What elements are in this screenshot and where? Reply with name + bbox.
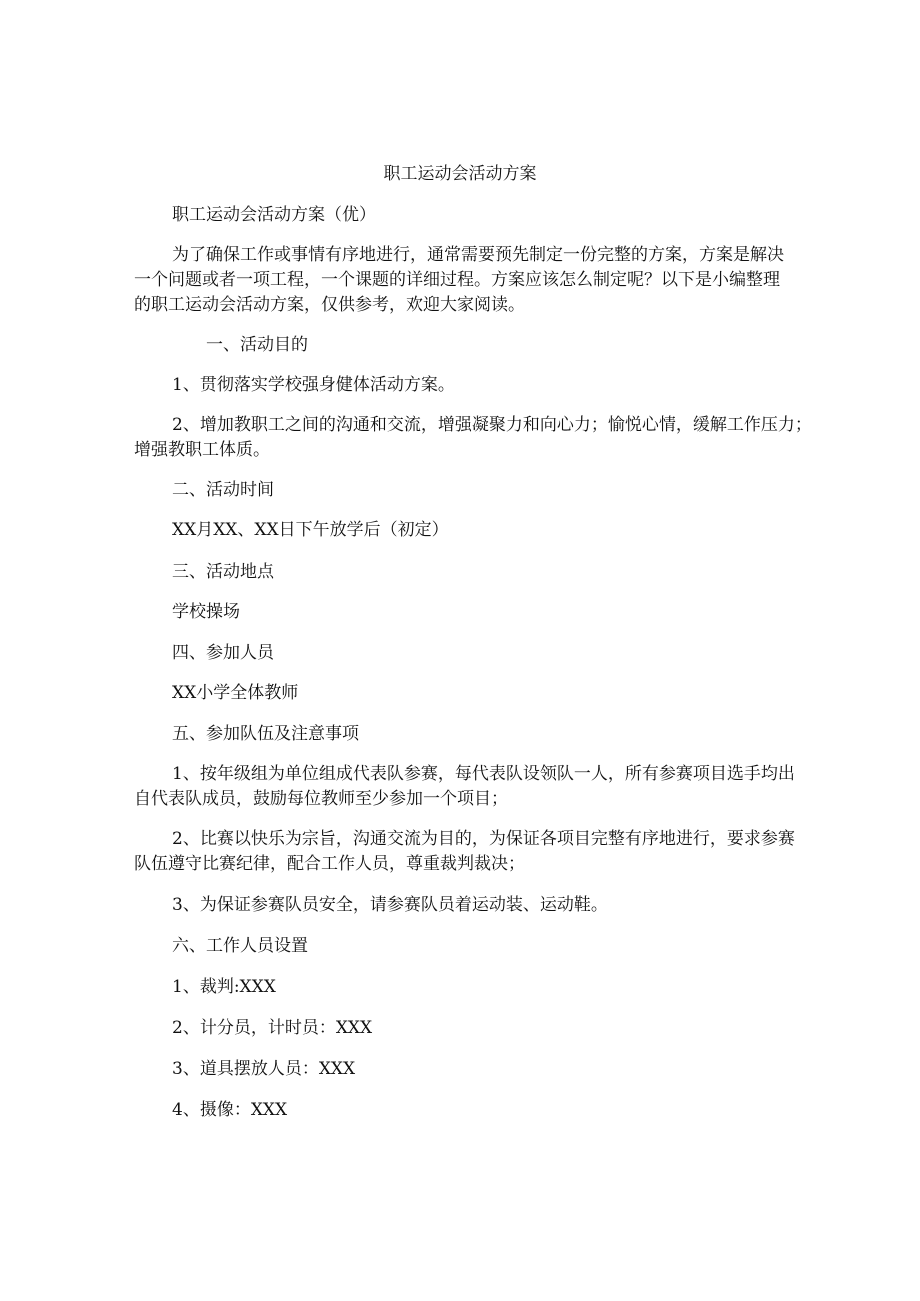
section-6-item-1: 1、裁判:XXX: [172, 977, 276, 997]
document-subtitle: 职工运动会活动方案（优）: [172, 205, 376, 225]
intro-line-1: 为了确保工作或事情有序地进行，通常需要预先制定一份完整的方案，方案是解决: [172, 245, 784, 265]
section-2-heading: 二、活动时间: [172, 480, 274, 500]
document-title: 职工运动会活动方案: [383, 164, 537, 184]
section-3-content: 学校操场: [172, 602, 240, 622]
section-4-content: XX小学全体教师: [172, 683, 299, 703]
section-5-item-2-line-2: 队伍遵守比赛纪律，配合工作人员，尊重裁判裁决；: [134, 854, 525, 874]
section-6-item-4: 4、摄像：XXX: [172, 1100, 288, 1120]
section-6-item-2: 2、计分员，计时员：XXX: [172, 1018, 373, 1038]
section-5-item-1-line-1: 1、按年级组为单位组成代表队参赛，每代表队设领队一人，所有参赛项目选手均出: [172, 764, 795, 784]
section-5-item-3: 3、为保证参赛队员安全，请参赛队员着运动装、运动鞋。: [172, 895, 608, 915]
section-5-item-2-line-1: 2、比赛以快乐为宗旨，沟通交流为目的，为保证各项目完整有序地进行，要求参赛: [172, 829, 795, 849]
section-2-content: XX月XX、XX日下午放学后（初定）: [172, 520, 449, 540]
section-1-item-1: 1、贯彻落实学校强身健体活动方案。: [172, 375, 455, 395]
section-5-item-1-line-2: 自代表队成员，鼓励每位教师至少参加一个项目；: [134, 789, 508, 809]
section-1-item-2-line-1: 2、增加教职工之间的沟通和交流，增强凝聚力和向心力；愉悦心情，缓解工作压力；: [172, 415, 812, 435]
section-6-item-3: 3、道具摆放人员：XXX: [172, 1059, 356, 1079]
section-4-heading: 四、参加人员: [172, 643, 274, 663]
section-1-heading: 一、活动目的: [206, 335, 308, 355]
section-3-heading: 三、活动地点: [172, 562, 274, 582]
intro-line-3: 的职工运动会活动方案，仅供参考，欢迎大家阅读。: [134, 295, 525, 315]
section-1-item-2-line-2: 增强教职工体质。: [134, 440, 270, 460]
section-6-heading: 六、工作人员设置: [172, 936, 308, 956]
intro-line-2: 一个问题或者一项工程，一个课题的详细过程。方案应该怎么制定呢？以下是小编整理: [134, 270, 780, 290]
section-5-heading: 五、参加队伍及注意事项: [172, 724, 359, 744]
